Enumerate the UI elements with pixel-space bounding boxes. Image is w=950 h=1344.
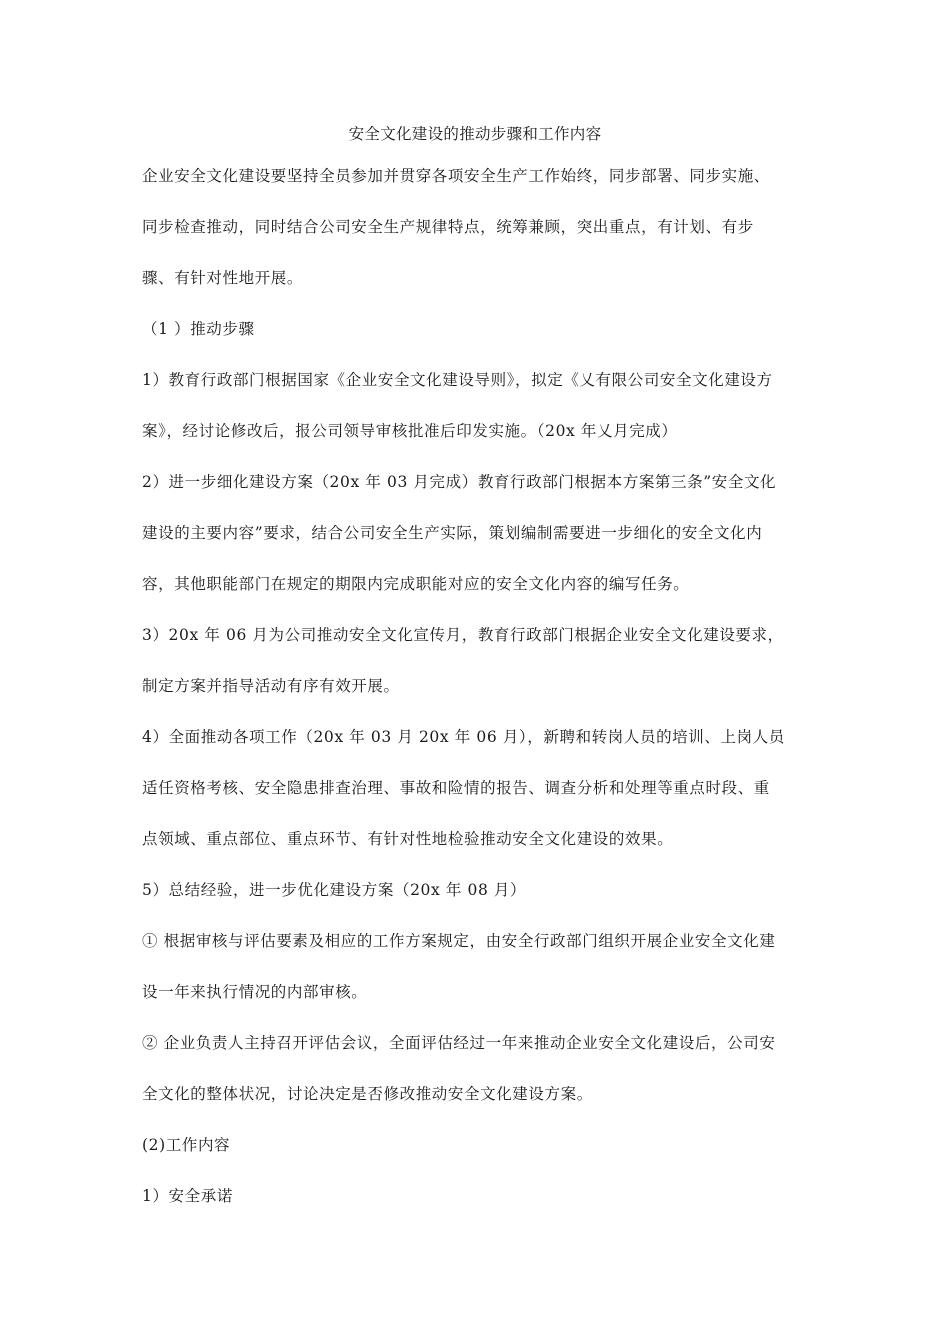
text-line: 1）教育行政部门根据国家《企业安全文化建设导则》，拟定《乂有限公司安全文化建设方 bbox=[142, 371, 773, 389]
text-line: 骤、有针对性地开展。 bbox=[142, 269, 304, 287]
text-line: ② 企业负责人主持召开评估会议，全面评估经过一年来推动企业安全文化建设后，公司安 bbox=[142, 1034, 776, 1052]
text-line: ① 根据审核与评估要素及相应的工作方案规定，由安全行政部门组织开展企业安全文化建 bbox=[142, 932, 776, 950]
text-line: 同步检查推动，同时结合公司安全生产规律特点，统筹兼顾，突出重点，有计划、有步 bbox=[142, 218, 754, 236]
text-line: 建设的主要内容”要求，结合公司安全生产实际，策划编制需要进一步细化的安全文化内 bbox=[142, 524, 763, 542]
text-line: 案》，经讨论修改后，报公司领导审核批准后印发实施。（20x 年乂月完成） bbox=[142, 422, 678, 440]
section-heading: （1 ）推动步骤 bbox=[142, 320, 255, 338]
text-line: 2）进一步细化建设方案（20x 年 03 月完成）教育行政部门根据本方案第三条”安全文化 bbox=[142, 473, 777, 491]
text-line: 制定方案并指导活动有序有效开展。 bbox=[142, 677, 400, 695]
text-line: 容，其他职能部门在规定的期限内完成职能对应的安全文化内容的编写任务。 bbox=[142, 575, 690, 593]
text-line: 5）总结经验，进一步优化建设方案（20x 年 08 月） bbox=[142, 881, 527, 899]
section-heading: (2)工作内容 bbox=[142, 1136, 231, 1154]
text-line: 全文化的整体状况，讨论决定是否修改推动安全文化建设方案。 bbox=[142, 1085, 593, 1103]
text-line: 企业安全文化建设要坚持全员参加并贯穿各项安全生产工作始终，同步部署、同步实施、 bbox=[142, 167, 770, 185]
text-line: 4）全面推动各项工作（20x 年 03 月 20x 年 06 月），新聘和转岗人员的培训、上岗人员 bbox=[142, 728, 785, 746]
text-line: 点领域、重点部位、重点环节、有针对性地检验推动安全文化建设的效果。 bbox=[142, 830, 674, 848]
text-line: 1）安全承诺 bbox=[142, 1187, 233, 1205]
text-line: 设一年来执行情况的内部审核。 bbox=[142, 983, 368, 1001]
document-title: 安全文化建设的推动步骤和工作内容 bbox=[348, 125, 602, 143]
text-line: 3）20x 年 06 月为公司推动安全文化宣传月，教育行政部门根据企业安全文化建设要求， bbox=[142, 626, 784, 644]
text-line: 适任资格考核、安全隐患排查治理、事故和险情的报告、调查分析和处理等重点时段、重 bbox=[142, 779, 770, 797]
